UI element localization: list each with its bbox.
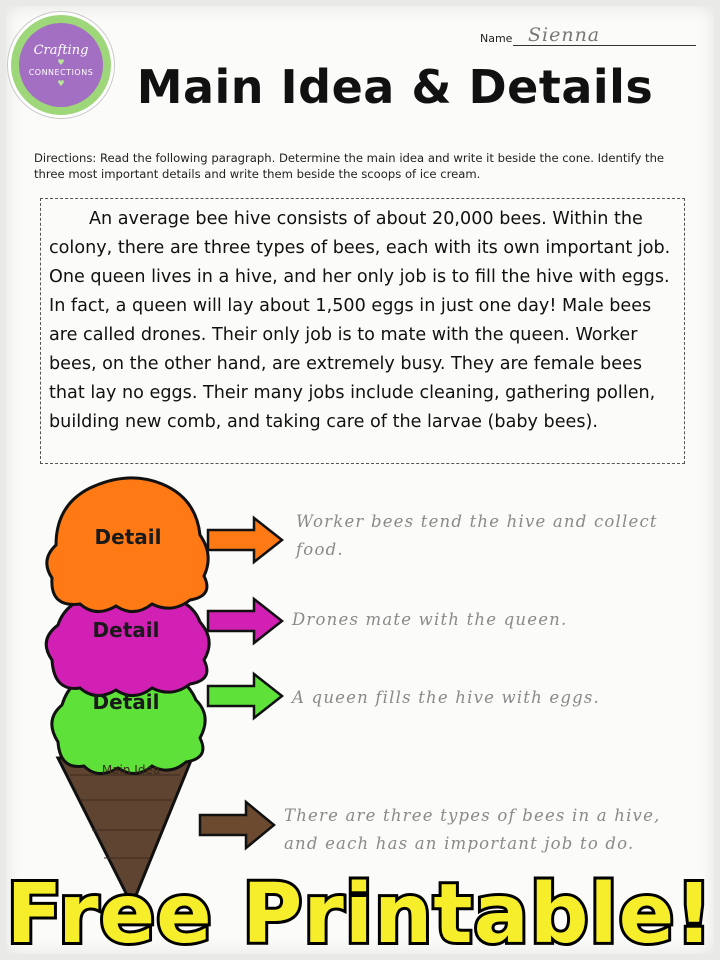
name-value: Sienna (528, 24, 601, 46)
answer-main-idea: There are three types of bees in a hive, and each has an important job to do. (284, 806, 661, 853)
logo-line-2: CONNECTIONS (28, 67, 94, 77)
answer-detail-1: Worker bees tend the hive and collect food. (296, 512, 658, 559)
banner-text: Free Printable! (6, 867, 714, 960)
logo-line-1: Crafting (33, 42, 89, 58)
answer-detail-2: Drones mate with the queen. (292, 610, 568, 629)
arrow-icon (208, 518, 282, 562)
name-label: Name (480, 32, 513, 45)
scoop-label-orange: Detail (94, 525, 162, 549)
arrow-icon (200, 802, 274, 848)
page-title: Main Idea & Details (136, 60, 654, 114)
scoop-label-magenta: Detail (92, 618, 160, 642)
heart-icon: ♥ (57, 78, 65, 88)
answer-detail-3: A queen fills the hive with eggs. (292, 688, 601, 707)
cone-label: Main Idea (101, 763, 161, 777)
arrow-icon (208, 599, 282, 643)
reading-passage: An average bee hive consists of about 20,000 bees. Within the colony, there are three types of bees, each with its own important job. One queen lives in a hive, and her only job is to fill the hive with eggs. In fact, a queen will lay about 1,500 eggs in just one day! Male bees are called drones. Their only job is to mate with the queen. Worker bees, on the other hand, are extremely busy. They are female bees that lay no eggs. Their many jobs include cleaning, gathering pollen, building new comb, and taking care of the larvae (baby bees). (40, 198, 685, 464)
heart-icon: ♥ (57, 57, 65, 67)
arrow-icon (208, 674, 282, 718)
free-printable-banner (0, 858, 720, 960)
directions-text: Directions: Read the following paragraph. Determine the main idea and write it beside the cone. Identify the three most important details and write them beside the scoops of ice cream. (34, 151, 665, 181)
scoop-label-green: Detail (92, 690, 160, 714)
